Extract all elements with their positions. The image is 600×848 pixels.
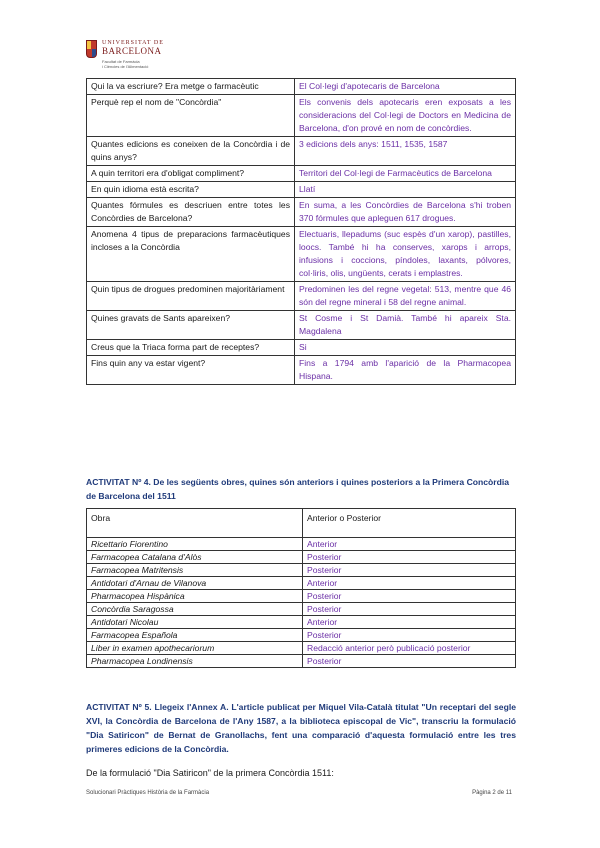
question-cell: Qui la va escriure? Era metge o farmacèutic bbox=[87, 79, 295, 95]
shield-icon bbox=[86, 40, 97, 58]
work-cell: Farmacopea Catalana d'Alòs bbox=[87, 551, 303, 564]
table-row bbox=[87, 642, 516, 655]
question-cell: Creus que la Triaca forma part de receptes? bbox=[87, 340, 295, 356]
faculty-name bbox=[102, 59, 164, 69]
value-cell: Posterior bbox=[303, 551, 516, 564]
header-value: Anterior o Posterior bbox=[303, 509, 516, 538]
table-row bbox=[87, 227, 516, 282]
value-cell: Posterior bbox=[303, 655, 516, 668]
table-row bbox=[87, 629, 516, 642]
header-work: Obra bbox=[87, 509, 303, 538]
university-logo bbox=[86, 40, 164, 69]
question-cell: Quantes edicions es coneixen de la Concòrdia i de quins anys? bbox=[87, 137, 295, 166]
works-table bbox=[86, 508, 516, 668]
activity4-title: ACTIVITAT Nº 4. De les següents obres, quines són anteriors i quines posteriors a la Primera Concòrdia de Barcelona del 1511 bbox=[86, 477, 510, 501]
table-row bbox=[87, 95, 516, 137]
table-row bbox=[87, 616, 516, 629]
value-cell: Anterior bbox=[303, 538, 516, 551]
question-cell: Quantes fórmules es descriuen entre totes les Concòrdies de Barcelona? bbox=[87, 198, 295, 227]
answer-cell: Si bbox=[295, 340, 516, 356]
answer-cell: En suma, a les Concòrdies de Barcelona s'hi troben 370 fórmules que apleguen 617 drogues. bbox=[295, 198, 516, 227]
table-row bbox=[87, 182, 516, 198]
faculty-line2: i Ciències de l'Alimentació bbox=[102, 64, 149, 70]
work-cell: Farmacopea Matritensis bbox=[87, 564, 303, 577]
answer-cell: Fins a 1794 amb l'aparició de la Pharmacopea Hispana. bbox=[295, 356, 516, 385]
value-cell: Redacció anterior però publicació posterior bbox=[303, 642, 516, 655]
table-row bbox=[87, 198, 516, 227]
footer-left: Solucionari Pràctiques Història de la Farmàcia bbox=[86, 790, 210, 796]
table-row bbox=[87, 577, 516, 590]
answer-cell: El Col·legi d'apotecaris de Barcelona bbox=[295, 79, 516, 95]
table-row bbox=[87, 590, 516, 603]
question-cell: A quin territori era d'obligat compliment? bbox=[87, 166, 295, 182]
table-row bbox=[87, 282, 516, 311]
table-row bbox=[87, 603, 516, 616]
value-cell: Posterior bbox=[303, 629, 516, 642]
work-cell: Farmacopea Española bbox=[87, 629, 303, 642]
work-cell: Pharmacopea Londinensis bbox=[87, 655, 303, 668]
table-row bbox=[87, 538, 516, 551]
answer-cell: Territori del Col·legi de Farmacèutics de Barcelona bbox=[295, 166, 516, 182]
work-cell: Ricettario Fiorentino bbox=[87, 538, 303, 551]
table-row bbox=[87, 137, 516, 166]
activity5-title: ACTIVITAT Nº 5. Llegeix l'Annex A. L'article publicat per Miquel Vila-Català titulat "Un receptari del segle XVI, la Concòrdia de Barcelona de l'Any 1587, a la biblioteca episcopal de Vic", transcriu la formulació "Dia Satiricon" de Bernat de Granollachs, fent una comparació d'aquesta formulació entre les tres primeres edicions de la Concòrdia. bbox=[86, 702, 516, 754]
university-name-line1: UNIVERSITAT DE bbox=[102, 40, 164, 46]
university-name-line2: BARCELONA bbox=[102, 46, 162, 56]
table-row bbox=[87, 655, 516, 668]
question-cell: Anomena 4 tipus de preparacions farmacèutiques incloses a la Concòrdia bbox=[87, 227, 295, 282]
answer-cell: Electuaris, llepadums (suc espès d'un xarop), pastilles, loocs. També hi ha conserves, xarops i arrops, infusions i coccions, píndoles, laxants, pólvores, col·liris, olis, ungüents, cerats i emplastres. bbox=[295, 227, 516, 282]
value-cell: Anterior bbox=[303, 616, 516, 629]
works-table-header bbox=[87, 509, 516, 538]
table-row bbox=[87, 340, 516, 356]
table-row bbox=[87, 564, 516, 577]
question-cell: Quines gravats de Sants apareixen? bbox=[87, 311, 295, 340]
table-row bbox=[87, 79, 516, 95]
questions-table bbox=[86, 78, 516, 385]
answer-cell: Els convenis dels apotecaris eren exposats a les consideracions del Col·legi de Doctors en Medicina de Barcelona, d'on prové en nom de concòrdies. bbox=[295, 95, 516, 137]
work-cell: Liber in examen apothecariorum bbox=[87, 642, 303, 655]
value-cell: Posterior bbox=[303, 590, 516, 603]
body-text: De la formulació "Dia Satiricon" de la primera Concòrdia 1511: bbox=[86, 768, 334, 778]
footer-page-number: Pàgina 2 de 11 bbox=[472, 790, 512, 796]
table-row bbox=[87, 311, 516, 340]
question-cell: Perquè rep el nom de "Concòrdia" bbox=[87, 95, 295, 137]
question-cell: Fins quin any va estar vigent? bbox=[87, 356, 295, 385]
faculty-line1: Facultat de Farmàcia bbox=[102, 59, 140, 64]
value-cell: Anterior bbox=[303, 577, 516, 590]
question-cell: En quin idioma està escrita? bbox=[87, 182, 295, 198]
work-cell: Concòrdia Saragossa bbox=[87, 603, 303, 616]
answer-cell: Predominen les del regne vegetal: 513, mentre que 46 són del regne mineral i 58 del regne animal. bbox=[295, 282, 516, 311]
answer-cell: 3 edicions dels anys: 1511, 1535, 1587 bbox=[295, 137, 516, 166]
question-cell: Quin tipus de drogues predominen majoritàriament bbox=[87, 282, 295, 311]
value-cell: Posterior bbox=[303, 564, 516, 577]
answer-cell: St Cosme i St Damià. També hi apareix Sta. Magdalena bbox=[295, 311, 516, 340]
work-cell: Antidotari Nicolau bbox=[87, 616, 303, 629]
table-row bbox=[87, 356, 516, 385]
answer-cell: Llatí bbox=[295, 182, 516, 198]
value-cell: Posterior bbox=[303, 603, 516, 616]
work-cell: Pharmacopea Hispànica bbox=[87, 590, 303, 603]
table-row bbox=[87, 166, 516, 182]
work-cell: Antidotari d'Arnau de Vilanova bbox=[87, 577, 303, 590]
table-row bbox=[87, 551, 516, 564]
